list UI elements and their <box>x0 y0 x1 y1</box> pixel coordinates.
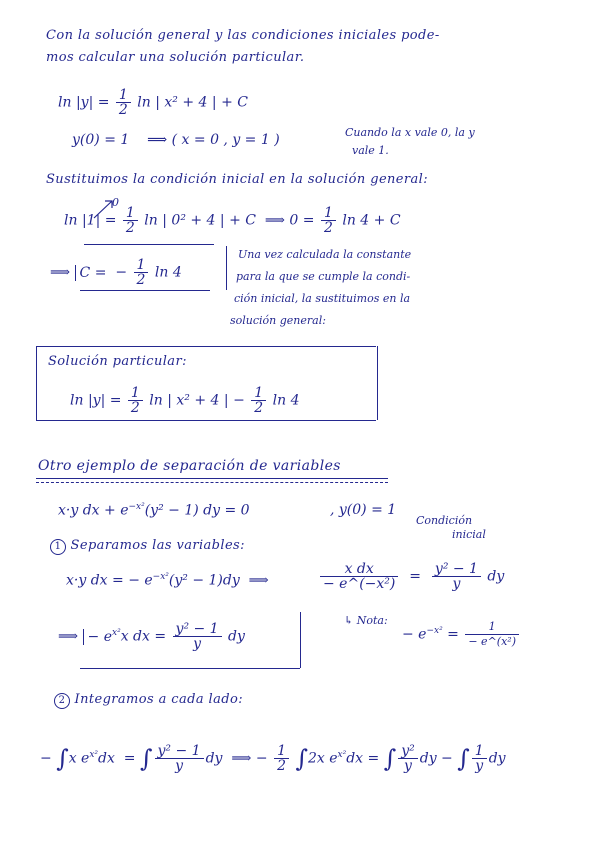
equals: = <box>409 568 421 585</box>
integral-sign: ∫ <box>295 744 308 773</box>
fraction-half <box>134 258 149 287</box>
constant-note-1: Una vez calculada la constante <box>238 248 412 261</box>
fraction-denominator: 2 <box>323 220 333 236</box>
equation-start: x·y dx + e <box>58 502 129 519</box>
note-label: Nota: <box>356 614 388 627</box>
implies-arrow: ⟹ <box>147 132 168 148</box>
fraction-numerator: 1 <box>123 206 138 221</box>
condition-label-1: Condición <box>416 514 473 527</box>
initial-condition-pair: ( x = 0 , y = 1 ) <box>171 132 280 148</box>
int2-dy: dy <box>205 750 223 767</box>
fraction-numerator: y² − 1 <box>173 622 222 637</box>
integral-sign: ∫ <box>139 744 153 773</box>
implies-arrow: ⟹ <box>50 264 71 281</box>
fraction-denominator: 2 <box>254 400 264 416</box>
step2-heading <box>54 692 243 709</box>
equals: = <box>367 750 380 767</box>
step1-equation <box>66 572 269 589</box>
dy: dy <box>487 568 505 585</box>
step1-result-lhs: − e <box>83 629 112 645</box>
fraction-numerator: y² − 1 <box>432 562 481 577</box>
fraction-denominator: 2 <box>118 102 128 118</box>
step2-equation <box>40 744 506 773</box>
fraction-half <box>251 386 266 415</box>
fraction <box>155 744 204 773</box>
initial-condition-note-1: Cuando la x vale 0, la y <box>345 126 475 139</box>
fraction-denominator: − e^(x²) <box>468 635 516 648</box>
condition-label-2: inicial <box>452 528 486 541</box>
step1-result-exponent: x² <box>112 627 121 638</box>
fraction-half <box>116 88 131 117</box>
constant-note-4: solución general: <box>230 314 326 327</box>
intro-line-1: Con la solución general y las condiciones iniciales pode- <box>46 28 440 43</box>
fraction-denominator: 2 <box>136 272 146 288</box>
int3-body: 2x e <box>307 750 338 767</box>
constant-sign: − <box>115 264 128 281</box>
intro-line-2: mos calcular una solución particular. <box>46 50 305 65</box>
fraction-denominator: y <box>193 636 202 652</box>
implies-arrow: ⟹ <box>58 628 79 645</box>
int3-exponent: x² <box>337 749 347 760</box>
implies-arrow: ⟹ <box>248 572 269 589</box>
substitution-result-lhs: 0 = <box>289 212 315 229</box>
constant-note-2: para la que se cumple la condi- <box>236 270 411 283</box>
step1-note <box>344 614 388 627</box>
example2-equation <box>58 502 250 519</box>
equation-exponent: −x² <box>128 502 145 512</box>
int5-tail: dy <box>488 750 506 767</box>
fraction-numerator: 1 <box>321 206 336 221</box>
constant-equation <box>50 258 182 287</box>
integral-sign: ∫ <box>56 744 69 773</box>
initial-condition <box>72 132 280 148</box>
minus: − <box>40 750 52 767</box>
fraction-numerator: x dx <box>320 562 398 577</box>
substitute-heading: Sustituimos la condición inicial en la solución general: <box>46 172 429 187</box>
fraction-denominator: 2 <box>130 400 140 416</box>
initial-condition-note-2: vale 1. <box>352 144 389 157</box>
int1-exponent: x² <box>89 749 99 760</box>
int1-dx: dx <box>98 750 115 767</box>
integral-sign: ∫ <box>383 744 397 773</box>
step1-lhs: x·y dx = − e <box>66 572 153 589</box>
fraction <box>173 622 222 651</box>
particular-solution-heading: Solución particular: <box>48 354 187 369</box>
fraction-numerator: 1 <box>251 386 266 401</box>
general-solution <box>58 88 248 117</box>
title-underline-2 <box>36 482 388 483</box>
fraction-denominator: − e^(−x²) <box>323 576 396 592</box>
implies-arrow: ⟹ <box>231 750 252 767</box>
fraction-half <box>321 206 336 235</box>
fraction-numerator: 1 <box>274 744 289 759</box>
step1-mid: (y² − 1)dy <box>168 572 240 589</box>
note-lhs: − e <box>402 626 427 643</box>
substitution-mid: ln | 0² + 4 | + C <box>144 212 256 229</box>
fraction-numerator: y² − 1 <box>155 744 204 759</box>
note-equation <box>402 620 521 649</box>
fraction <box>472 744 487 773</box>
result-separator <box>300 612 301 668</box>
box-bottom-rule <box>36 420 376 421</box>
constant-note-3: ción inicial, la sustituimos en la <box>234 292 411 305</box>
box-top-rule <box>36 346 376 347</box>
substitution-lhs: ln |1| = <box>64 212 117 229</box>
divider <box>80 290 210 291</box>
step1-result <box>58 622 245 651</box>
fraction-denominator: 2 <box>125 220 135 236</box>
fraction <box>465 620 519 649</box>
fraction-denominator: y <box>404 758 412 774</box>
substitution-result-rhs: ln 4 + C <box>342 212 401 229</box>
note-eq: = <box>447 626 459 643</box>
equals: = <box>123 750 136 767</box>
overset-zero: 0 <box>112 196 119 209</box>
example2-title: Otro ejemplo de separación de variables <box>38 458 341 474</box>
particular-mid: ln | x² + 4 | − <box>149 392 245 409</box>
note-exponent: −x² <box>426 625 443 636</box>
fraction-denominator: y <box>475 758 484 774</box>
fraction-numerator: 1 <box>128 386 143 401</box>
integral-sign: ∫ <box>457 744 470 773</box>
example2-condition: , y(0) = 1 <box>330 502 397 518</box>
dy: dy <box>228 628 245 645</box>
equation-tail: (y² − 1) dy = 0 <box>144 502 250 519</box>
fraction-denominator: 2 <box>277 758 286 774</box>
fraction-numerator: 1 <box>465 620 519 635</box>
fraction-numerator: 1 <box>116 88 131 103</box>
general-solution-lhs: ln |y| = <box>58 94 110 111</box>
step1-label: Separamos las variables: <box>70 538 245 553</box>
fraction <box>320 562 398 591</box>
fraction-numerator: 1 <box>472 744 487 759</box>
particular-rhs: ln 4 <box>272 392 300 409</box>
step2-label: Integramos a cada lado: <box>74 692 243 707</box>
fraction-denominator: y <box>452 576 461 592</box>
step1-fractions <box>318 562 504 591</box>
note-separator <box>226 246 227 290</box>
step-number: 1 <box>50 539 66 555</box>
title-underline <box>36 478 388 479</box>
fraction-numerator: 1 <box>134 258 149 273</box>
step1-result-mid: x dx = <box>120 628 167 645</box>
fraction-half <box>128 386 143 415</box>
step1-heading <box>50 538 245 555</box>
substitution-equation <box>64 206 401 235</box>
divider <box>84 244 214 245</box>
minus: − <box>255 750 268 767</box>
fraction <box>398 744 418 773</box>
divider <box>80 668 300 669</box>
particular-lhs: ln |y| = <box>70 392 122 409</box>
fraction-half <box>123 206 138 235</box>
constant-lhs: C = <box>75 265 107 281</box>
particular-solution-equation <box>70 386 300 415</box>
int3-dx: dx <box>346 750 364 767</box>
fraction-denominator: y <box>175 758 183 774</box>
initial-condition-eq: y(0) = 1 <box>72 132 130 148</box>
implies-arrow: ⟹ <box>264 212 285 229</box>
fraction <box>432 562 481 591</box>
fraction-numerator: y² <box>398 744 418 759</box>
fraction-half <box>274 744 289 773</box>
hook-arrow-icon: ↳ <box>344 614 354 627</box>
general-solution-rhs: ln | x² + 4 | + C <box>137 94 248 111</box>
step-number: 2 <box>54 693 70 709</box>
step1-exponent: −x² <box>152 572 169 582</box>
int1-body: x e <box>68 750 90 767</box>
constant-rhs: ln 4 <box>154 264 182 281</box>
int4-tail: dy − <box>419 750 453 767</box>
